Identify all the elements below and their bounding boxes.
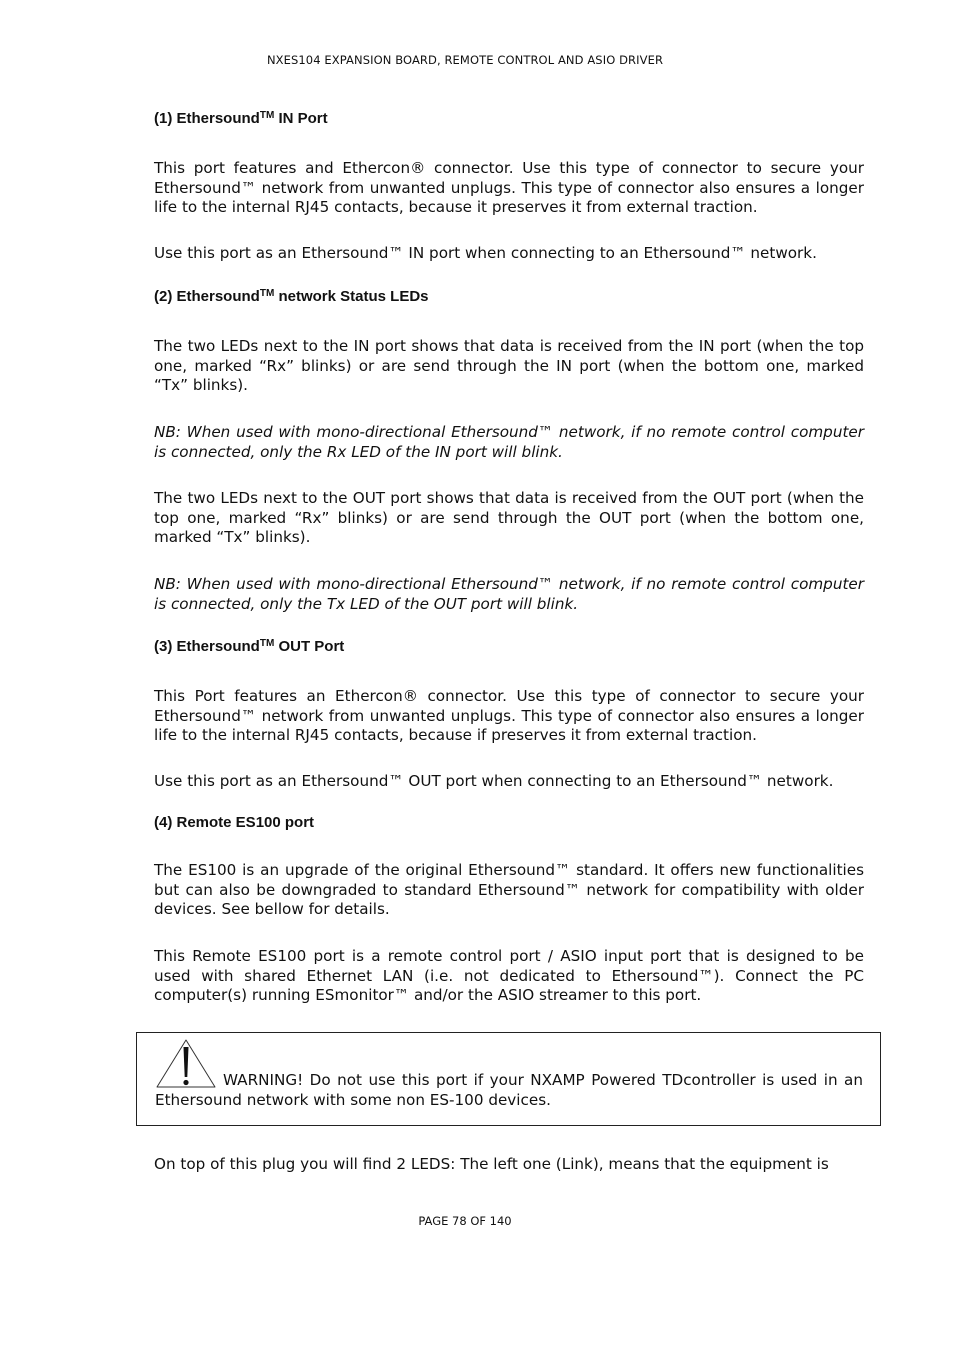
- paragraph: This port features and Ethercon® connector. Use this type of connector to secure your Ethersound™ network from unwanted unplugs. This type of connector also ensures a longer life to the internal RJ45 contacts, because it preserves it from external traction.: [154, 159, 864, 217]
- section-heading-in-port: (1) Ethersound™ IN Port: [154, 110, 328, 127]
- paragraph: Use this port as an Ethersound™ OUT port when connecting to an Ethersound™ network.: [154, 772, 834, 790]
- warning-box: [136, 1032, 881, 1126]
- warning-text: WARNING! Do not use this port if your NXAMP Powered TDcontroller is used in an Ethersound network with some non ES-100 devices.: [155, 1071, 863, 1109]
- paragraph: The two LEDs next to the IN port shows that data is received from the IN port (when the top one, marked “Rx” blinks) or are send through the IN port (when the bottom one, marked “Tx” blinks).: [154, 337, 864, 395]
- paragraph: The ES100 is an upgrade of the original Ethersound™ standard. It offers new functionalities but can also be downgraded to standard Ethersound™ network for compatibility with older devices. See bellow for details.: [154, 861, 864, 919]
- page-header: NXES104 EXPANSION BOARD, REMOTE CONTROL AND ASIO DRIVER: [266, 53, 664, 67]
- note-paragraph: NB: When used with mono-directional Ethersound™ network, if no remote control computer is connected, only the Tx LED of the OUT port will blink.: [154, 575, 864, 613]
- section-heading-status-leds: (2) Ethersound™ network Status LEDs: [154, 288, 429, 305]
- section-heading-out-port: (3) Ethersound™ OUT Port: [154, 638, 345, 655]
- closing-paragraph: On top of this plug you will find 2 LEDS: The left one (Link), means that the equipment is: [154, 1155, 829, 1173]
- paragraph: The two LEDs next to the OUT port shows that data is received from the OUT port (when the top one, marked “Rx” blinks) or are send through the OUT port (when the bottom one, marked “Tx” blinks).: [154, 489, 864, 547]
- paragraph: This Port features an Ethercon® connector. Use this type of connector to secure your Ethersound™ network from unwanted unplugs. This type of connector also ensures a longer life to the internal RJ45 contacts, because if preserves it from external traction.: [154, 687, 864, 745]
- page-footer: PAGE 78 OF 140: [418, 1214, 512, 1228]
- paragraph: Use this port as an Ethersound™ IN port when connecting to an Ethersound™ network.: [154, 244, 817, 262]
- section-heading-remote-es100: (4) Remote ES100 port: [154, 814, 315, 831]
- paragraph: This Remote ES100 port is a remote control port / ASIO input port that is designed to be used with shared Ethernet LAN (i.e. not dedicated to Ethersound™). Connect the PC computer(s) running ESmonitor™ and/or the ASIO streamer to this port.: [154, 947, 864, 1005]
- note-paragraph: NB: When used with mono-directional Ethersound™ network, if no remote control computer is connected, only the Rx LED of the IN port will blink.: [154, 423, 864, 461]
